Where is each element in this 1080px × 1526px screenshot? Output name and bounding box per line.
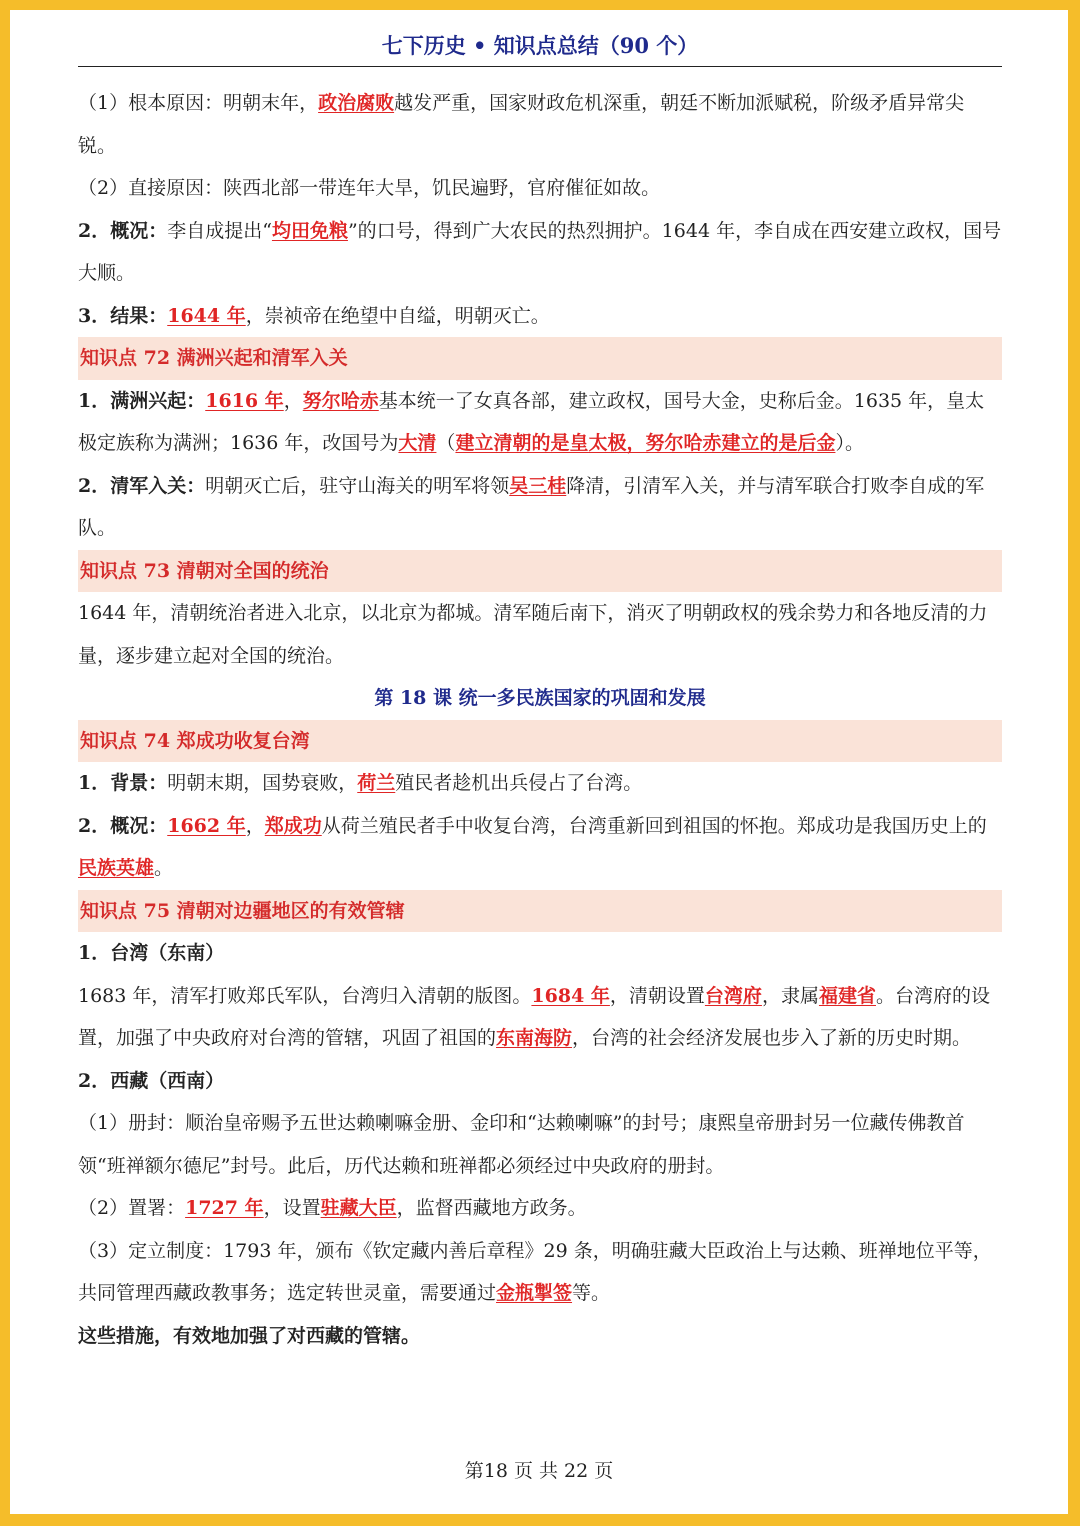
key-term: 大清 [398,432,437,454]
key-term: 1684 年 [531,984,610,1007]
knowledge-point-heading-72: 知识点 72 满洲兴起和清军入关 [78,337,1002,380]
key-term: 东南海防 [496,1027,573,1049]
knowledge-point-heading-74: 知识点 74 郑成功收复台湾 [78,720,1002,763]
paragraph-background: 1．背景：明朝末期，国势衰败，荷兰殖民者趁机出兵侵占了台湾。 [78,772,643,794]
lesson-title: 第 18 课 统一多民族国家的巩固和发展 [374,687,706,709]
key-term: 吴三桂 [509,474,567,497]
subheading-taiwan: 1．台湾（东南） [78,942,225,964]
key-term: 台湾府 [704,984,762,1007]
key-term: 福建省 [818,984,876,1007]
key-term: 政治腐败 [318,92,395,114]
paragraph-taiwan-prefecture: 1683 年，清军打败郑氏军队，台湾归入清朝的版图。1684 年，清朝设置台湾府，隶属福建省。台湾府的设置，加强了中央政府对台湾的管辖，巩固了祖国的东南海防，台湾的社会经济发展也步入了新的历史时期。 [78,984,990,1049]
paragraph-tibet-system: （3）定立制度：1793 年，颁布《钦定藏内善后章程》29 条，明确驻藏大臣政治上与达赖、班禅地位平等，共同管理西藏政教事务；选定转世灵童，需要通过金瓶掣签等。 [78,1239,992,1304]
page-header: 七下历史 • 知识点总结（90 个） [78,30,1002,67]
document-page [10,10,1068,1514]
key-term: 均田免粮 [271,219,348,242]
page-footer: 第18 页 共 22 页 [464,1460,614,1482]
key-term: 建立清朝的是皇太极，努尔哈赤建立的是后金 [455,432,836,454]
paragraph-conclusion: 这些措施，有效地加强了对西藏的管辖。 [78,1324,421,1347]
key-term: 郑成功 [264,814,322,837]
knowledge-point-heading-73: 知识点 73 清朝对全国的统治 [78,550,1002,593]
paragraph-qing-entry: 2．清军入关：明朝灭亡后，驻守山海关的明军将领吴三桂降清，引清军入关，并与清军联合打败李自成的军队。 [78,474,985,539]
paragraph-tibet-office: （2）置署：1727 年，设置驻藏大臣，监督西藏地方政务。 [78,1197,587,1219]
key-term: 驻藏大臣 [320,1197,397,1219]
key-term: 荷兰 [357,772,396,794]
paragraph-root-cause: （1）根本原因：明朝末年，政治腐败越发严重，国家财政危机深重，朝廷不断加派赋税，阶级矛盾异常尖锐。 [78,92,965,157]
paragraph-manchu-rise: 1．满洲兴起：1616 年，努尔哈赤基本统一了女真各部，建立政权，国号大金，史称后金。1635 年，皇太极定族称为满洲；1636 年，改国号为大清（建立清朝的是皇太极，努尔哈赤建立的是后金）。 [78,389,985,454]
paragraph-qing-rule: 1644 年，清朝统治者进入北京，以北京为都城。清军随后南下，消灭了明朝政权的残余势力和各地反清的力量，逐步建立起对全国的统治。 [78,602,988,667]
key-term: 1727 年 [185,1197,264,1219]
subheading-tibet: 2．西藏（西南） [78,1069,225,1092]
paragraph-tibet-conferral: （1）册封：顺治皇帝赐予五世达赖喇嘛金册、金印和“达赖喇嘛”的封号；康熙皇帝册封另一位藏传佛教首领“班禅额尔德尼”封号。此后，历代达赖和班禅都必须经过中央政府的册封。 [78,1112,965,1177]
knowledge-point-heading-75: 知识点 75 清朝对边疆地区的有效管辖 [78,890,1002,933]
key-term: 1616 年 [205,389,284,412]
key-term: 民族英雄 [78,857,155,879]
page-content [78,82,1002,1357]
paragraph-taiwan-recovery: 2．概况：1662 年，郑成功从荷兰殖民者手中收复台湾，台湾重新回到祖国的怀抱。郑成功是我国历史上的民族英雄。 [78,814,987,879]
paragraph-direct-cause: （2）直接原因：陕西北部一带连年大旱，饥民遍野，官府催征如故。 [78,177,661,199]
paragraph-result: 3．结果：1644 年，崇祯帝在绝望中自缢，明朝灭亡。 [78,304,550,327]
key-term: 1662 年 [167,814,246,837]
paragraph-overview: 2．概况：李自成提出“均田免粮”的口号，得到广大农民的热烈拥护。1644 年，李自成在西安建立政权，国号大顺。 [78,219,1002,284]
key-term: 1644 年 [167,304,246,327]
key-term: 努尔哈赤 [302,389,379,412]
key-term: 金瓶掣签 [496,1282,573,1304]
